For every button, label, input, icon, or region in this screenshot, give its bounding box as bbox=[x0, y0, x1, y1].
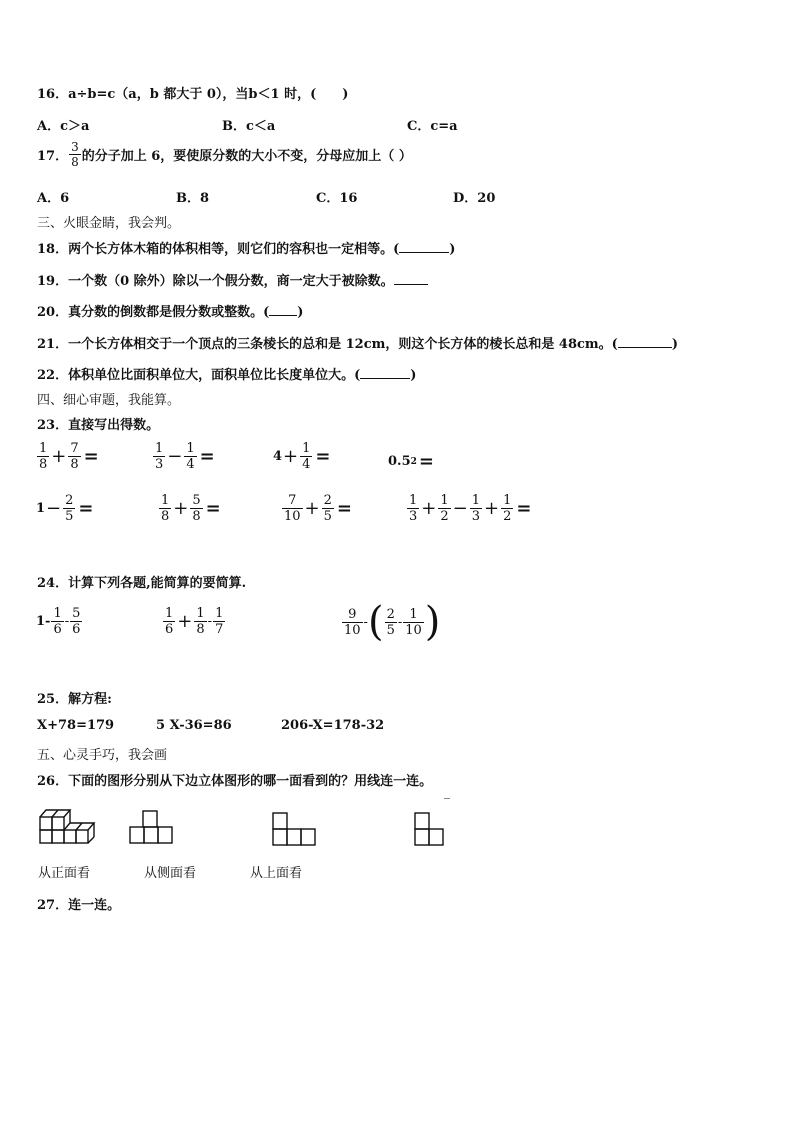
q17-prefix: 17． bbox=[37, 149, 69, 164]
fraction-numerator: 1 bbox=[53, 606, 62, 621]
math-token: 0.5 bbox=[388, 454, 411, 469]
fraction bbox=[501, 493, 513, 524]
q20 bbox=[37, 301, 303, 320]
fraction-numerator: 1 bbox=[471, 493, 481, 508]
math-token: + bbox=[173, 498, 189, 519]
equals-sign: = bbox=[336, 498, 353, 519]
view-shape-a bbox=[129, 810, 179, 846]
fraction-denominator: 4 bbox=[186, 457, 195, 472]
math-token: - bbox=[207, 614, 213, 629]
fraction-denominator: 3 bbox=[409, 509, 418, 524]
q20-answer-blank[interactable] bbox=[269, 303, 297, 316]
math-token: - bbox=[363, 614, 368, 630]
q24-expr-1 bbox=[36, 606, 83, 637]
fraction-numerator: 1 bbox=[39, 441, 48, 456]
fraction-numerator: 1 bbox=[161, 493, 170, 508]
fraction bbox=[63, 493, 75, 524]
q23-expr-1 bbox=[36, 441, 99, 472]
q25-equation-3: 206-X=178-32 bbox=[281, 718, 385, 733]
fraction-numerator: 2 bbox=[323, 493, 332, 508]
fraction bbox=[385, 607, 397, 638]
section-5-heading: 五、心灵手巧，我会画 bbox=[37, 748, 168, 763]
fraction-numerator: 5 bbox=[192, 493, 201, 508]
equals-sign: = bbox=[199, 446, 215, 467]
equals-sign: = bbox=[205, 498, 221, 519]
math-token: − bbox=[46, 498, 62, 519]
q17-frac-num: 3 bbox=[71, 140, 79, 154]
fraction-denominator: 6 bbox=[72, 622, 81, 637]
fraction bbox=[438, 493, 450, 524]
fraction-numerator: 1 bbox=[503, 493, 512, 508]
q24-expr-2 bbox=[162, 606, 226, 637]
q18-text: 18．两个长方体木箱的体积相等，则它们的容积也一定相等。( bbox=[37, 242, 400, 257]
q19-text: 19．一个数（0 除外）除以一个假分数，商一定大于被除数。 bbox=[37, 274, 394, 289]
section-4-heading: 四、细心审题，我能算。 bbox=[37, 393, 181, 408]
q22-text: 22．体积单位比面积单位大，面积单位比长度单位大。( bbox=[37, 368, 361, 383]
fraction-numerator: 1 bbox=[155, 441, 164, 456]
math-token: − bbox=[167, 446, 183, 467]
equals-sign: = bbox=[315, 446, 331, 467]
fraction-numerator: 1 bbox=[302, 441, 311, 456]
fraction-denominator: 8 bbox=[39, 457, 48, 472]
fraction-numerator: 1 bbox=[440, 493, 449, 508]
fraction-denominator: 8 bbox=[196, 622, 205, 637]
q23-expr-7 bbox=[281, 493, 352, 524]
q16-option-a: A．c＞a bbox=[37, 119, 90, 134]
q24-expr-3 bbox=[341, 599, 441, 645]
fraction bbox=[51, 606, 63, 637]
q23-title: 23．直接写出得数。 bbox=[37, 418, 160, 433]
fraction bbox=[190, 493, 202, 524]
parenthesis: ( bbox=[367, 599, 384, 645]
section-3-heading: 三、火眼金睛，我会判。 bbox=[37, 216, 181, 231]
fraction bbox=[407, 493, 419, 524]
q17-option-d: D．20 bbox=[453, 191, 496, 206]
math-token: + bbox=[304, 498, 320, 519]
fraction bbox=[403, 607, 424, 638]
q22-close-paren: ) bbox=[410, 368, 417, 383]
q22-answer-blank[interactable] bbox=[360, 366, 410, 379]
q19 bbox=[37, 270, 428, 289]
fraction-denominator: 7 bbox=[215, 622, 224, 637]
fraction-denominator: 4 bbox=[302, 457, 311, 472]
q23-expr-5 bbox=[36, 493, 94, 524]
q20-close-paren: ) bbox=[297, 305, 304, 320]
q23-expr-8 bbox=[406, 493, 532, 524]
fraction-denominator: 6 bbox=[53, 622, 62, 637]
math-token: + bbox=[484, 498, 500, 519]
math-token: + bbox=[421, 498, 437, 519]
fraction bbox=[194, 606, 206, 637]
q25-equation-2: 5 X-36=86 bbox=[156, 718, 232, 733]
q25-title: 25．解方程: bbox=[37, 692, 112, 707]
q23-expr-2 bbox=[152, 441, 215, 472]
fraction-numerator: 1 bbox=[186, 441, 195, 456]
fraction bbox=[300, 441, 312, 472]
view-label-top: 从上面看 bbox=[250, 866, 303, 881]
fraction bbox=[163, 606, 175, 637]
fraction-denominator: 10 bbox=[284, 509, 301, 524]
q18-answer-blank[interactable] bbox=[399, 240, 449, 253]
q23-expr-4 bbox=[388, 451, 434, 472]
q24-title: 24．计算下列各题,能简算的要简算. bbox=[37, 576, 247, 591]
fraction bbox=[37, 441, 49, 472]
q21-close-paren: ) bbox=[671, 337, 678, 352]
fraction-denominator: 3 bbox=[471, 509, 481, 524]
fraction-numerator: 1 bbox=[409, 606, 418, 622]
fraction-numerator: 1 bbox=[196, 606, 205, 621]
fraction-numerator: 1 bbox=[409, 493, 418, 508]
q20-text: 20．真分数的倒数都是假分数或整数。( bbox=[37, 305, 270, 320]
q16-text: 16．a÷b=c（a，b 都大于 0），当b＜1 时，( ) bbox=[37, 87, 349, 102]
math-token: - bbox=[64, 614, 70, 629]
q26-title: 26．下面的图形分别从下边立体图形的哪一面看到的？用线连一连。 bbox=[37, 774, 433, 789]
q17-question bbox=[37, 140, 412, 169]
q17-text: 的分子加上 6，要使原分数的大小不变，分母应加上（ ） bbox=[81, 149, 412, 164]
fraction bbox=[322, 493, 334, 524]
q25-equation-1: X+78=179 bbox=[37, 718, 115, 733]
equals-sign: = bbox=[418, 451, 434, 472]
q23-expr-6 bbox=[158, 493, 221, 524]
fraction bbox=[68, 441, 80, 472]
fraction-numerator: 7 bbox=[288, 493, 297, 508]
view-label-side: 从侧面看 bbox=[144, 866, 197, 881]
q21-answer-blank[interactable] bbox=[618, 335, 672, 348]
math-token: 4 bbox=[273, 449, 283, 464]
fraction-denominator: 8 bbox=[192, 509, 201, 524]
fraction-denominator: 5 bbox=[386, 622, 395, 638]
fraction bbox=[70, 606, 82, 637]
q16-option-c: C．c=a bbox=[407, 119, 458, 134]
view-shape-b bbox=[271, 812, 321, 848]
q18-close-paren: ) bbox=[449, 242, 456, 257]
cube-stack-3d-figure bbox=[38, 806, 102, 846]
fraction-denominator: 8 bbox=[161, 509, 170, 524]
q22 bbox=[37, 364, 416, 383]
q16-option-b: B．c＜a bbox=[222, 119, 276, 134]
view-label-front: 从正面看 bbox=[38, 866, 91, 881]
q17-frac-den: 8 bbox=[71, 155, 79, 169]
fraction-denominator: 8 bbox=[70, 457, 79, 472]
fraction-numerator: 2 bbox=[65, 493, 74, 508]
q19-answer-blank[interactable] bbox=[394, 272, 428, 285]
scan-mark bbox=[444, 798, 450, 799]
math-token: - bbox=[397, 614, 403, 630]
fraction-denominator: 5 bbox=[323, 509, 332, 524]
q17-option-b: B．8 bbox=[176, 191, 210, 206]
fraction bbox=[282, 493, 303, 524]
math-token: 2 bbox=[410, 456, 417, 467]
fraction-denominator: 2 bbox=[503, 509, 512, 524]
fraction-numerator: 2 bbox=[386, 606, 395, 622]
q18 bbox=[37, 238, 455, 257]
equals-sign: = bbox=[516, 498, 532, 519]
math-token: + bbox=[177, 611, 193, 632]
q17-option-c: C．16 bbox=[316, 191, 358, 206]
fraction bbox=[342, 607, 363, 638]
fraction-numerator: 5 bbox=[72, 606, 81, 621]
fraction-denominator: 10 bbox=[405, 622, 422, 638]
fraction bbox=[153, 441, 165, 472]
equals-sign: = bbox=[83, 446, 99, 467]
q17-option-a: A．6 bbox=[37, 191, 70, 206]
equals-sign: = bbox=[78, 498, 94, 519]
fraction bbox=[159, 493, 171, 524]
q23-expr-3 bbox=[273, 441, 331, 472]
fraction-denominator: 6 bbox=[165, 622, 174, 637]
fraction-numerator: 1 bbox=[215, 606, 224, 621]
fraction bbox=[213, 606, 225, 637]
math-token: + bbox=[283, 446, 299, 467]
math-token: 1- bbox=[36, 614, 51, 629]
view-shape-c bbox=[413, 812, 449, 848]
fraction-numerator: 9 bbox=[348, 606, 357, 622]
q27-title: 27．连一连。 bbox=[37, 898, 121, 913]
math-token: 1 bbox=[36, 501, 46, 516]
fraction-denominator: 2 bbox=[440, 509, 449, 524]
fraction-denominator: 5 bbox=[65, 509, 74, 524]
fraction bbox=[184, 441, 196, 472]
fraction-denominator: 10 bbox=[344, 622, 361, 638]
math-token: + bbox=[51, 446, 67, 467]
fraction-numerator: 1 bbox=[165, 606, 174, 621]
parenthesis: ) bbox=[424, 599, 441, 645]
q17-fraction bbox=[69, 140, 81, 169]
q21-text: 21．一个长方体相交于一个顶点的三条棱长的总和是 12cm，则这个长方体的棱长总和是 48cm。( bbox=[37, 337, 618, 352]
math-token: − bbox=[452, 498, 468, 519]
fraction bbox=[470, 493, 482, 524]
fraction-numerator: 7 bbox=[70, 441, 79, 456]
fraction-denominator: 3 bbox=[155, 457, 164, 472]
q21 bbox=[37, 333, 678, 352]
